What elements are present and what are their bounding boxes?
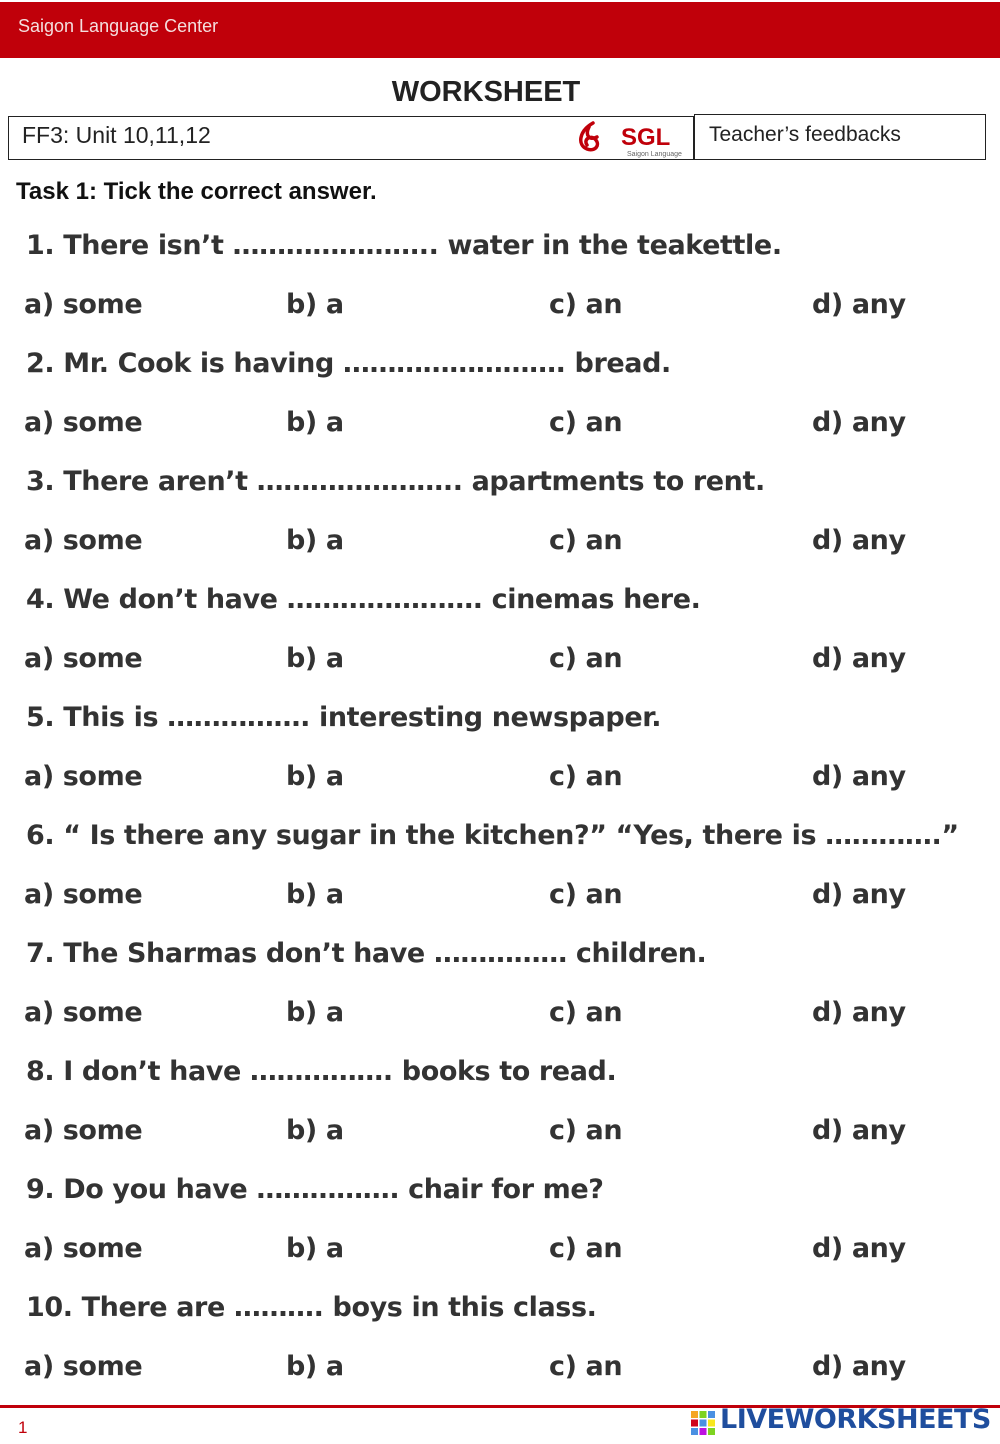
- answer-option[interactable]: c) an: [549, 761, 623, 792]
- teacher-feedback-label: Teacher’s feedbacks: [709, 123, 901, 146]
- answer-option[interactable]: c) an: [549, 407, 623, 438]
- answer-option[interactable]: d) any: [812, 997, 906, 1028]
- sgl-logo-text: SGL: [621, 124, 671, 151]
- answer-option[interactable]: d) any: [812, 761, 906, 792]
- answer-option[interactable]: d) any: [812, 289, 906, 320]
- answer-option[interactable]: a) some: [24, 1115, 143, 1146]
- answer-option[interactable]: d) any: [812, 643, 906, 674]
- question-item: [0, 348, 1000, 466]
- question-text: 3. There aren’t ………………….. apartments to rent.: [26, 466, 765, 497]
- answer-option[interactable]: a) some: [24, 643, 143, 674]
- liveworksheets-text: LIVEWORKSHEETS: [720, 1404, 991, 1435]
- liveworksheets-grid-icon: [690, 1410, 716, 1436]
- answer-option[interactable]: c) an: [549, 1351, 623, 1382]
- answer-option[interactable]: d) any: [812, 879, 906, 910]
- answer-option[interactable]: c) an: [549, 1233, 623, 1264]
- answer-option[interactable]: d) any: [812, 1115, 906, 1146]
- question-text: 1. There isn’t ………………….. water in the teakettle.: [26, 230, 782, 261]
- answer-option[interactable]: a) some: [24, 1351, 143, 1382]
- answer-option[interactable]: b) a: [286, 997, 344, 1028]
- center-name: Saigon Language Center: [18, 16, 219, 36]
- answer-options: [0, 643, 1000, 683]
- question-item: [0, 584, 1000, 702]
- question-text: 8. I don’t have ……………. books to read.: [26, 1056, 617, 1087]
- question-text: 4. We don’t have …………………. cinemas here.: [26, 584, 701, 615]
- question-text: 7. The Sharmas don’t have …………… children.: [26, 938, 707, 969]
- answer-option[interactable]: a) some: [24, 761, 143, 792]
- question-text: 9. Do you have ……………. chair for me?: [26, 1174, 604, 1205]
- answer-option[interactable]: b) a: [286, 1115, 344, 1146]
- answer-option[interactable]: a) some: [24, 879, 143, 910]
- answer-option[interactable]: a) some: [24, 997, 143, 1028]
- answer-option[interactable]: c) an: [549, 525, 623, 556]
- answer-option[interactable]: a) some: [24, 1233, 143, 1264]
- answer-option[interactable]: d) any: [812, 1351, 906, 1382]
- answer-option[interactable]: d) any: [812, 407, 906, 438]
- question-text: 5. This is ……………. interesting newspaper.: [26, 702, 662, 733]
- answer-options: [0, 761, 1000, 801]
- answer-option[interactable]: c) an: [549, 1115, 623, 1146]
- answer-option[interactable]: c) an: [549, 289, 623, 320]
- question-list: [0, 230, 1000, 1410]
- answer-options: [0, 1351, 1000, 1391]
- answer-option[interactable]: c) an: [549, 879, 623, 910]
- answer-options: [0, 997, 1000, 1037]
- sgl-logo: [575, 119, 695, 159]
- answer-options: [0, 525, 1000, 565]
- sgl-swoosh-icon: [581, 123, 598, 150]
- question-item: [0, 820, 1000, 938]
- question-text: 10. There are ………. boys in this class.: [26, 1292, 597, 1323]
- answer-option[interactable]: b) a: [286, 761, 344, 792]
- answer-option[interactable]: b) a: [286, 525, 344, 556]
- page-number: 1: [18, 1418, 28, 1437]
- question-item: [0, 702, 1000, 820]
- answer-option[interactable]: a) some: [24, 407, 143, 438]
- answer-option[interactable]: c) an: [549, 643, 623, 674]
- teacher-feedback-box: [694, 114, 986, 160]
- task-heading: Task 1: Tick the correct answer.: [16, 178, 377, 205]
- answer-option[interactable]: d) any: [812, 525, 906, 556]
- question-item: [0, 230, 1000, 348]
- answer-options: [0, 407, 1000, 447]
- answer-option[interactable]: d) any: [812, 1233, 906, 1264]
- question-item: [0, 1056, 1000, 1174]
- answer-options: [0, 1233, 1000, 1273]
- answer-option[interactable]: b) a: [286, 289, 344, 320]
- question-item: [0, 466, 1000, 584]
- unit-box: [8, 116, 694, 160]
- question-text: 2. Mr. Cook is having ……………………. bread.: [26, 348, 671, 379]
- question-text: 6. “ Is there any sugar in the kitchen?” “Yes, there is ………….”: [26, 820, 959, 851]
- answer-options: [0, 1115, 1000, 1155]
- page-title: WORKSHEET: [391, 76, 581, 108]
- question-item: [0, 1292, 1000, 1410]
- question-item: [0, 938, 1000, 1056]
- liveworksheets-logo: [690, 1404, 990, 1438]
- answer-option[interactable]: b) a: [286, 643, 344, 674]
- answer-option[interactable]: b) a: [286, 1351, 344, 1382]
- answer-options: [0, 879, 1000, 919]
- header-bar: [0, 2, 1000, 58]
- sgl-logo-subtext: Saigon Language: [627, 151, 682, 158]
- answer-option[interactable]: b) a: [286, 879, 344, 910]
- answer-option[interactable]: a) some: [24, 525, 143, 556]
- question-item: [0, 1174, 1000, 1292]
- answer-option[interactable]: b) a: [286, 407, 344, 438]
- answer-options: [0, 289, 1000, 329]
- answer-option[interactable]: b) a: [286, 1233, 344, 1264]
- answer-option[interactable]: c) an: [549, 997, 623, 1028]
- answer-option[interactable]: a) some: [24, 289, 143, 320]
- unit-label: FF3: Unit 10,11,12: [22, 122, 211, 148]
